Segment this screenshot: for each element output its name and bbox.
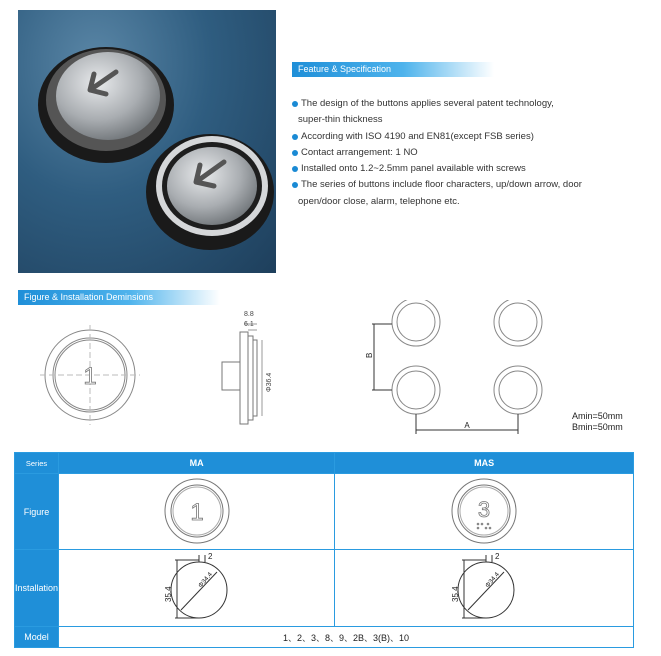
spacing-drawing (372, 300, 542, 434)
svg-text:35.4: 35.4 (163, 586, 173, 602)
figure-section-title: Figure & Installation Deminsions (18, 290, 220, 305)
braille-dots-icon (477, 522, 492, 529)
series-mas: MAS (335, 453, 634, 474)
model-label: Model (15, 627, 59, 648)
svg-text:1: 1 (189, 498, 204, 526)
bmin-note: Bmin=50mm (572, 422, 623, 432)
installation-drawings (0, 300, 661, 445)
series-label: Series (15, 453, 59, 474)
mas-figure-cell (335, 474, 634, 550)
mas-button-figure (448, 475, 520, 547)
svg-text:3: 3 (478, 496, 491, 522)
feature-section-title: Feature & Specification (292, 62, 494, 77)
installation-row (15, 550, 634, 627)
ma-figure-cell (59, 474, 335, 550)
min-spacing-notes (572, 411, 623, 433)
svg-text:35.4: 35.4 (451, 586, 461, 602)
installation-label: Installation (15, 550, 59, 627)
spec-table (14, 452, 634, 648)
feature-list (292, 96, 632, 210)
feature-item: The series of buttons include floor characters, up/down arrow, door (292, 177, 632, 193)
front-view-digit: 1 (83, 363, 97, 390)
figure-row (15, 474, 634, 550)
spacing-b-label: B (365, 352, 374, 358)
ma-button-figure (161, 475, 233, 547)
ma-installation-cell (59, 550, 335, 627)
side-view-drawing (222, 324, 262, 424)
svg-text:Φ34.4: Φ34.4 (484, 571, 502, 590)
feature-item: The design of the buttons applies several patent technology, (292, 96, 632, 112)
ma-installation-drawing (137, 550, 257, 624)
table-header-row (15, 453, 634, 474)
svg-text:Φ34.4: Φ34.4 (196, 571, 214, 590)
feature-item: Contact arrangement: 1 NO (292, 145, 632, 161)
button-face-back (56, 52, 160, 140)
feature-item-continuation: open/door close, alarm, telephone etc. (298, 195, 460, 207)
side-inner-dim: 6.1 (244, 321, 254, 328)
feature-item: According with ISO 4190 and EN81(except FSB series) (292, 129, 632, 145)
model-list: 1、2、3、8、9、2B、3(B)、10 (59, 627, 634, 648)
spacing-a-label: A (464, 421, 470, 430)
button-photo-illustration (18, 10, 276, 273)
mas-installation-cell (335, 550, 634, 627)
amin-note: Amin=50mm (572, 411, 623, 421)
mas-installation-drawing (424, 550, 544, 624)
svg-text:2: 2 (495, 552, 500, 561)
side-top-dim: 8.8 (244, 311, 254, 318)
svg-text:2: 2 (207, 552, 213, 561)
model-row (15, 627, 634, 648)
figure-label: Figure (15, 474, 59, 550)
product-photo (18, 10, 276, 273)
side-diameter-dim: Φ36.4 (266, 372, 273, 392)
feature-item: Installed onto 1.2~2.5mm panel available with screws (292, 161, 632, 177)
feature-item-continuation: super-thin thickness (298, 114, 383, 126)
series-ma: MA (59, 453, 335, 474)
